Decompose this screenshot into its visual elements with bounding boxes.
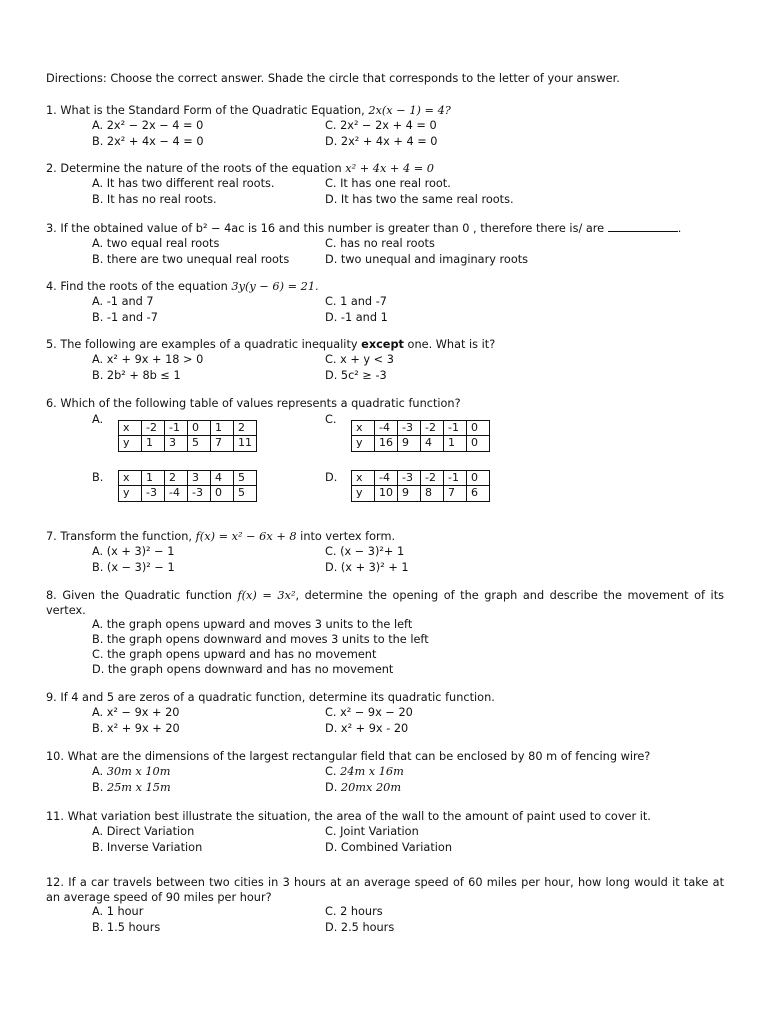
option-c[interactable]: C. has no real roots	[325, 236, 435, 250]
option-d[interactable]: D. the graph opens downward and has no movement	[92, 663, 394, 677]
option-d[interactable]: D. x² + 9x - 20	[325, 721, 409, 735]
question-number: 3.	[46, 222, 57, 235]
option-b[interactable]: B. -1 and -7	[92, 310, 158, 324]
question-number: 9.	[46, 691, 57, 704]
equation: 3y(y − 6) = 21.	[231, 280, 319, 293]
row-header-cell: x	[119, 471, 142, 486]
table-cell: -4	[375, 471, 398, 486]
question-9	[46, 691, 724, 738]
question-11	[46, 810, 724, 857]
option-b[interactable]: B. 2x² + 4x − 4 = 0	[92, 134, 204, 148]
question-3	[46, 221, 724, 269]
table-cell: 4	[211, 471, 234, 486]
question-stem	[46, 810, 724, 825]
equation: f(x) = x² − 6x + 8	[195, 530, 297, 543]
option-c[interactable]: C. 2x² − 2x + 4 = 0	[325, 118, 437, 132]
option-b[interactable]: B. It has no real roots.	[92, 192, 217, 206]
option-c[interactable]	[325, 765, 404, 780]
question-stem	[46, 104, 724, 119]
table-cell: 2	[234, 421, 257, 436]
question-number: 2.	[46, 162, 57, 175]
question-text: The following are examples of a quadratic inequality	[60, 338, 362, 351]
question-text: Which of the following table of values represents a quadratic function?	[60, 397, 461, 410]
question-7	[46, 530, 724, 577]
option-a[interactable]: A. 2x² − 2x − 4 = 0	[92, 118, 204, 132]
question-text-end: , determine the opening of the graph and describe the movement of its vertex.	[46, 589, 725, 617]
table-cell: 3	[165, 436, 188, 451]
question-1	[46, 104, 724, 151]
option-b[interactable]: B. the graph opens downward and moves 3 units to the left	[92, 633, 429, 647]
question-text: Given the Quadratic function	[62, 589, 238, 602]
table-cell: -3	[398, 471, 421, 486]
y-row	[119, 486, 257, 501]
table-cell: 11	[234, 436, 257, 451]
x-row	[352, 421, 490, 436]
option-b[interactable]: B. 1.5 hours	[92, 921, 161, 935]
option-d[interactable]: D. 5c² ≥ -3	[325, 368, 387, 382]
option-c[interactable]: C. 2 hours	[325, 905, 383, 919]
option-b[interactable]: B. Inverse Variation	[92, 840, 203, 854]
table-cell: 10	[375, 486, 398, 501]
table-cell: -1	[165, 421, 188, 436]
table-cell: 1	[142, 436, 165, 451]
question-text: Determine the nature of the roots of the equation	[60, 162, 346, 175]
x-row	[119, 421, 257, 436]
question-4	[46, 280, 724, 327]
table-cell: 3	[188, 471, 211, 486]
table-cell: 7	[211, 436, 234, 451]
question-text: What are the dimensions of the largest rectangular field that can be enclosed by 80 m of fencing wire?	[67, 750, 651, 763]
table-cell: 5	[188, 436, 211, 451]
option-d[interactable]: D. two unequal and imaginary roots	[325, 252, 529, 266]
option-a[interactable]	[92, 765, 170, 780]
option-a[interactable]: A. 1 hour	[92, 905, 144, 919]
table-cell: -2	[421, 421, 444, 436]
table-cell: 0	[467, 471, 490, 486]
option-letter: D.	[325, 780, 341, 794]
question-5	[46, 338, 724, 385]
option-c[interactable]: C. x² − 9x − 20	[325, 705, 413, 719]
option-c[interactable]: C. It has one real root.	[325, 176, 451, 190]
option-c[interactable]: C. x + y < 3	[325, 352, 394, 366]
table-cell: -3	[398, 421, 421, 436]
option-c-label[interactable]: C.	[325, 413, 337, 426]
option-a[interactable]: A. two equal real roots	[92, 236, 220, 250]
question-number: 7.	[46, 530, 57, 543]
question-2	[46, 162, 724, 209]
option-c[interactable]: C. Joint Variation	[325, 824, 419, 838]
table-cell: 5	[234, 471, 257, 486]
question-text: If 4 and 5 are zeros of a quadratic function, determine its quadratic function.	[60, 691, 495, 704]
question-stem	[46, 750, 724, 765]
x-row	[352, 471, 490, 486]
option-a[interactable]: A. (x + 3)² − 1	[92, 544, 175, 558]
table-cell: 0	[211, 486, 234, 501]
question-text-end: into vertex form.	[296, 530, 396, 543]
question-stem	[46, 530, 724, 545]
question-12	[46, 876, 724, 937]
question-number: 5.	[46, 338, 57, 351]
table-cell: -4	[375, 421, 398, 436]
row-header-cell: y	[119, 486, 142, 501]
row-header-cell: x	[352, 471, 375, 486]
question-stem	[46, 589, 724, 618]
table-cell: 1	[444, 436, 467, 451]
x-row	[119, 471, 257, 486]
table-cell: 7	[444, 486, 467, 501]
emphasis-text: except	[361, 338, 404, 351]
table-cell: 5	[234, 486, 257, 501]
y-row	[352, 486, 490, 501]
question-text-end: one. What is it?	[403, 338, 496, 351]
table-cell: -1	[444, 471, 467, 486]
option-c[interactable]: C. the graph opens upward and has no movement	[92, 648, 377, 662]
option-b[interactable]: B. (x − 3)² − 1	[92, 560, 175, 574]
option-c[interactable]: C. 1 and -7	[325, 294, 387, 308]
table-cell: 16	[375, 436, 398, 451]
option-a[interactable]: A. x² + 9x + 18 > 0	[92, 352, 204, 366]
question-10	[46, 750, 724, 797]
table-cell: -1	[444, 421, 467, 436]
table-cell: -3	[142, 486, 165, 501]
question-text: If the obtained value of b² − 4ac is 16 and this number is greater than 0 , therefore there is/ are	[60, 222, 605, 235]
table-cell: -3	[188, 486, 211, 501]
table-cell: 8	[421, 486, 444, 501]
option-letter: C.	[325, 764, 341, 778]
option-a[interactable]: A. It has two different real roots.	[92, 176, 275, 190]
equation: x² + 4x + 4 = 0	[345, 162, 434, 175]
question-stem	[46, 691, 724, 706]
question-stem	[46, 162, 724, 177]
question-number: 8.	[46, 589, 57, 602]
option-b-label[interactable]: B.	[92, 471, 104, 484]
option-b[interactable]: B. there are two unequal real roots	[92, 252, 290, 266]
question-number: 6.	[46, 397, 57, 410]
table-cell: 4	[421, 436, 444, 451]
table-cell: 1	[142, 471, 165, 486]
question-stem	[46, 338, 724, 353]
answer-blank[interactable]	[608, 221, 678, 232]
question-stem	[46, 397, 724, 412]
table-cell: -4	[165, 486, 188, 501]
option-b[interactable]	[92, 781, 171, 796]
table-option-c	[351, 420, 490, 452]
question-6	[46, 397, 724, 412]
question-text: Transform the function,	[60, 530, 196, 543]
table-cell: 0	[188, 421, 211, 436]
option-value: 20mx 20m	[340, 780, 402, 794]
question-number: 1.	[46, 104, 57, 117]
option-c[interactable]: C. (x − 3)²+ 1	[325, 544, 405, 558]
question-stem: 3. If the obtained value of b² − 4ac is 16 and this number is greater than 0 , therefore there is/ are .	[46, 222, 682, 235]
question-number: 10.	[46, 750, 64, 763]
option-d[interactable]: D. It has two the same real roots.	[325, 192, 514, 206]
equation: f(x) = 3x²	[237, 589, 296, 602]
option-value: 30m x 10m	[106, 764, 171, 778]
question-number: 11.	[46, 810, 64, 823]
option-d[interactable]: D. Combined Variation	[325, 840, 452, 854]
option-d[interactable]	[325, 781, 401, 796]
option-value: 25m x 15m	[106, 780, 171, 794]
question-text: Find the roots of the equation	[60, 280, 232, 293]
table-cell: 9	[398, 436, 421, 451]
option-d[interactable]: D. -1 and 1	[325, 310, 388, 324]
table-cell: 2	[165, 471, 188, 486]
question-text: What is the Standard Form of the Quadratic Equation,	[60, 104, 369, 117]
y-row	[352, 436, 490, 451]
question-8	[46, 589, 724, 678]
table-cell: -2	[421, 471, 444, 486]
option-letter: B.	[92, 780, 107, 794]
option-value: 24m x 16m	[340, 764, 404, 778]
table-cell: 6	[467, 486, 490, 501]
option-a[interactable]: A. the graph opens upward and moves 3 units to the left	[92, 618, 413, 632]
row-header-cell: y	[352, 436, 375, 451]
question-number: 4.	[46, 280, 57, 293]
row-header-cell: y	[119, 436, 142, 451]
question-stem	[46, 280, 724, 295]
table-cell: -2	[142, 421, 165, 436]
option-a[interactable]: A. -1 and 7	[92, 294, 154, 308]
row-header-cell: x	[119, 421, 142, 436]
table-cell: 1	[211, 421, 234, 436]
y-row	[119, 436, 257, 451]
table-option-b	[118, 470, 257, 502]
option-a-label[interactable]: A.	[92, 413, 104, 426]
question-text: If a car travels between two cities in 3 hours at an average speed of 60 miles per hour, how long would it take at an average speed of 90 miles per hour?	[46, 876, 724, 904]
option-d-label[interactable]: D.	[325, 471, 338, 484]
table-option-d	[351, 470, 490, 502]
question-stem	[46, 876, 724, 905]
table-cell: 9	[398, 486, 421, 501]
row-header-cell: x	[352, 421, 375, 436]
equation: 2x(x − 1) = 4?	[368, 104, 451, 117]
option-d[interactable]: D. 2.5 hours	[325, 921, 395, 935]
table-option-a	[118, 420, 257, 452]
question-text: What variation best illustrate the situation, the area of the wall to the amount of paint used to cover it.	[67, 810, 651, 823]
option-b[interactable]: B. 2b² + 8b ≤ 1	[92, 368, 181, 382]
option-letter: A.	[92, 764, 107, 778]
option-b[interactable]: B. x² + 9x + 20	[92, 721, 180, 735]
option-d[interactable]: D. 2x² + 4x + 4 = 0	[325, 134, 438, 148]
table-cell: 0	[467, 436, 490, 451]
option-a[interactable]: A. x² − 9x + 20	[92, 705, 180, 719]
table-cell: 0	[467, 421, 490, 436]
option-a[interactable]: A. Direct Variation	[92, 824, 195, 838]
row-header-cell: y	[352, 486, 375, 501]
question-number: 12.	[46, 876, 64, 889]
directions-text: Directions: Choose the correct answer. Shade the circle that corresponds to the letter of your answer.	[46, 72, 620, 85]
option-d[interactable]: D. (x + 3)² + 1	[325, 560, 409, 574]
